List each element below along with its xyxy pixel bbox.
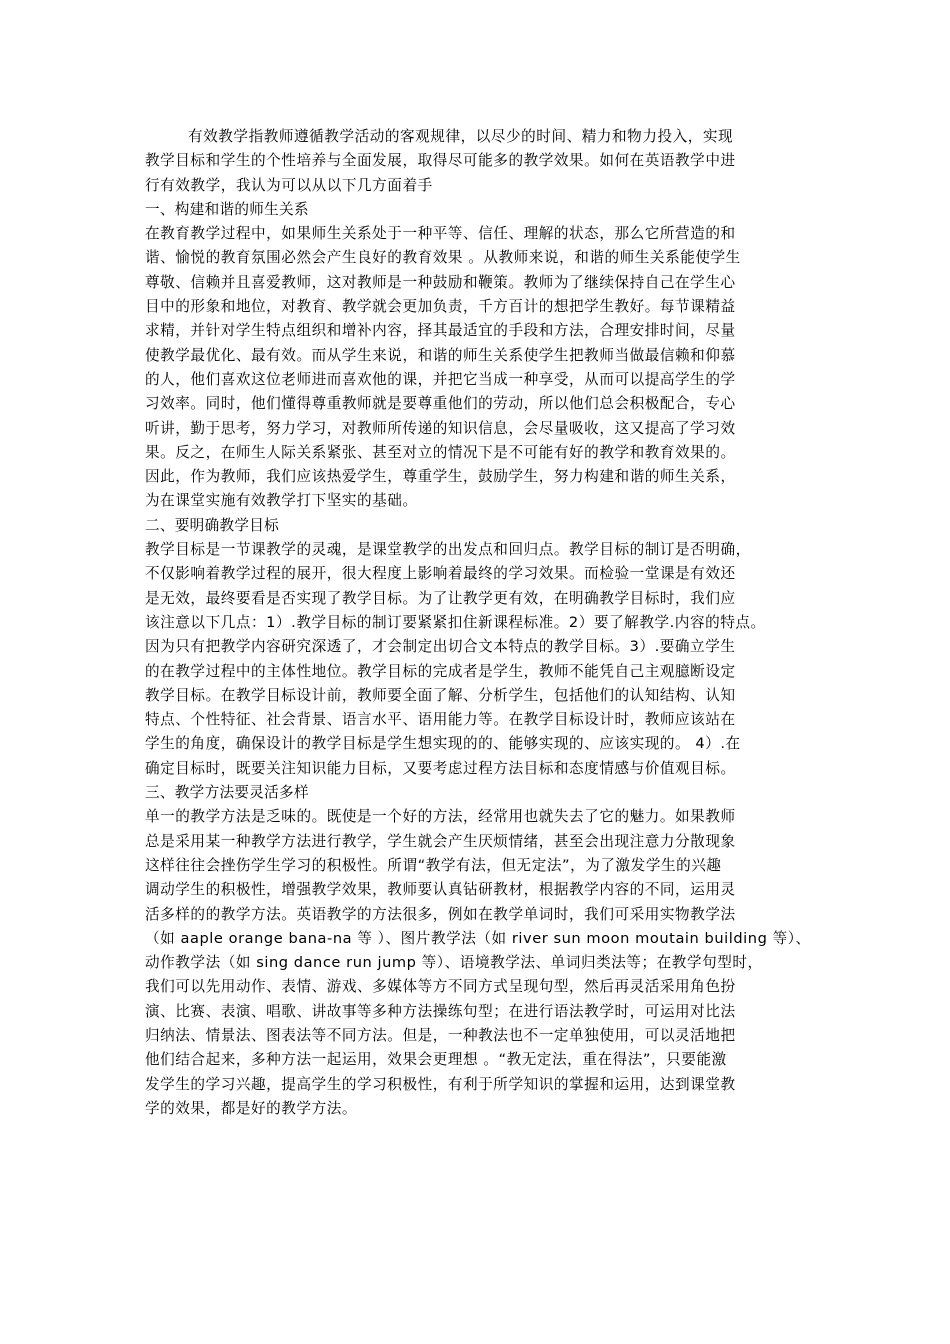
section-heading: 二、要明确教学目标 bbox=[145, 516, 280, 534]
intro-paragraph bbox=[145, 125, 813, 198]
paragraph-line: 他们结合起来，多种方法一起运用，效果会更理想 。“教无定法，重在得法”，只要能激 bbox=[145, 1051, 727, 1069]
paragraph-line: 确定目标时，既要关注知识能力目标，又要考虑过程方法目标和态度情感与价值观目标。 bbox=[145, 759, 736, 777]
paragraph-line: 在教育教学过程中，如果师生关系处于一种平等、信任、理解的状态，那么它所营造的和 bbox=[145, 225, 736, 243]
intro-line: 教学目标和学生的个性培养与全面发展，取得尽可能多的教学效果。如何在英语教学中进 bbox=[145, 152, 736, 170]
paragraph-line: （如 aaple orange bana-na 等 ）、图片教学法（如 river sun moon moutain building 等）、 bbox=[145, 929, 811, 947]
paragraph-line: 学生的角度，确保设计的教学目标是学生想实现的的、能够实现的、应该实现的。 4）.在 bbox=[145, 735, 741, 753]
paragraph-line: 因此，作为教师，我们应该热爱学生，尊重学生，鼓励学生，努力构建和谐的师生关系， bbox=[145, 468, 736, 486]
paragraph-line: 归纳法、情景法、图表法等不同方法。但是，一种教法也不一定单独使用，可以灵活地把 bbox=[145, 1026, 736, 1044]
intro-line: 行有效教学，我认为可以从以下几方面着手 bbox=[145, 176, 433, 194]
paragraph-line: 学的效果，都是好的教学方法。 bbox=[145, 1099, 358, 1117]
paragraph-line: 这样往往会挫伤学生学习的积极性。所谓“教学有法，但无定法”，为了激发学生的兴趣 bbox=[145, 856, 722, 874]
intro-line: 有效教学指教师遵循教学活动的客观规律，以尽少的时间、精力和物力投入，实现 bbox=[188, 128, 734, 145]
section-teaching-methods bbox=[145, 781, 813, 1121]
paragraph-line: 特点、个性特征、社会背景、语言水平、语用能力等。在教学目标设计时，教师应该站在 bbox=[145, 711, 736, 729]
paragraph-line: 听讲，勤于思考，努力学习，对教师所传递的知识信息，会尽量吸收，这又提高了学习效 bbox=[145, 419, 736, 437]
paragraph-line: 演、比赛、表演、唱歌、讲故事等多种方法操练句型；在进行语法教学时，可运用对比法 bbox=[145, 1002, 736, 1020]
paragraph-line: 单一的教学方法是乏味的。既使是一个好的方法，经常用也就失去了它的魅力。如果教师 bbox=[145, 808, 736, 826]
paragraph-line: 教学目标。在教学目标设计前，教师要全面了解、分析学生，包括他们的认知结构、认知 bbox=[145, 686, 736, 704]
paragraph-line: 不仅影响着教学过程的展开，很大程度上影响着最终的学习效果。而检验一堂课是有效还 bbox=[145, 565, 736, 583]
paragraph-line: 果。反之，在师生人际关系紧张、甚至对立的情况下是不可能有好的教学和教育效果的。 bbox=[145, 443, 736, 461]
paragraph-line: 求精，并针对学生特点组织和增补内容，择其最适宜的手段和方法，合理安排时间，尽量 bbox=[145, 322, 736, 340]
paragraph-line: 我们可以先用动作、表情、游戏、多媒体等方不同方式呈现句型，然后再灵活采用角色扮 bbox=[145, 978, 736, 996]
paragraph-line: 的在教学过程中的主体性地位。教学目标的完成者是学生，教师不能凭自己主观臆断设定 bbox=[145, 662, 736, 680]
paragraph-line: 为在课堂实施有效教学打下坚实的基础。 bbox=[145, 492, 418, 510]
paragraph-line: 总是采用某一种教学方法进行教学，学生就会产生厌烦情绪，甚至会出现注意力分散现象 bbox=[145, 832, 736, 850]
paragraph-line: 是无效，最终要看是否实现了教学目标。为了让教学更有效，在明确教学目标时，我们应 bbox=[145, 589, 736, 607]
paragraph-line: 谐、愉悦的教育氛围必然会产生良好的教育效果 。从教师来说，和谐的师生关系能使学生 bbox=[145, 249, 741, 267]
section-teaching-objectives bbox=[145, 514, 813, 781]
paragraph-line: 因为只有把教学内容研究深透了，才会制定出切合文本特点的教学目标。3）.要确立学生 bbox=[145, 638, 736, 656]
paragraph-line: 使教学最优化、最有效。而从学生来说，和谐的师生关系使学生把教师当做最信赖和仰慕 bbox=[145, 346, 736, 364]
paragraph-line: 动作教学法（如 sing dance run jump 等）、语境教学法、单词归类法等；在教学句型时， bbox=[145, 954, 763, 972]
document-page bbox=[145, 125, 813, 1121]
section-heading: 三、教学方法要灵活多样 bbox=[145, 784, 309, 802]
paragraph-line: 尊敬、信赖并且喜爱教师，这对教师是一种鼓励和鞭策。教师为了继续保持自己在学生心 bbox=[145, 273, 736, 291]
paragraph-line: 该注意以下几点：1）.教学目标的制订要紧紧扣住新课程标准。2）要了解教学.内容的特点。 bbox=[145, 613, 766, 631]
paragraph-line: 调动学生的积极性，增强教学效果，教师要认真钻研教材，根据教学内容的不同，运用灵 bbox=[145, 881, 736, 899]
paragraph-line: 习效率。同时，他们懂得尊重教师就是要尊重他们的劳动，所以他们总会积极配合，专心 bbox=[145, 395, 736, 413]
paragraph-line: 发学生的学习兴趣，提高学生的学习积极性，有利于所学知识的掌握和运用，达到课堂教 bbox=[145, 1075, 736, 1093]
section-teacher-student-relationship bbox=[145, 198, 813, 514]
paragraph-line: 教学目标是一节课教学的灵魂，是课堂教学的出发点和回归点。教学目标的制订是否明确， bbox=[145, 541, 751, 559]
paragraph-line: 活多样的的教学方法。英语教学的方法很多，例如在教学单词时，我们可采用实物教学法 bbox=[145, 905, 736, 923]
paragraph-line: 目中的形象和地位，对教育、教学就会更加负责，千方百计的想把学生教好。每节课精益 bbox=[145, 298, 736, 316]
paragraph-line: 的人，他们喜欢这位老师进而喜欢他的课，并把它当成一种享受，从而可以提高学生的学 bbox=[145, 370, 736, 388]
section-heading: 一、构建和谐的师生关系 bbox=[145, 200, 309, 218]
